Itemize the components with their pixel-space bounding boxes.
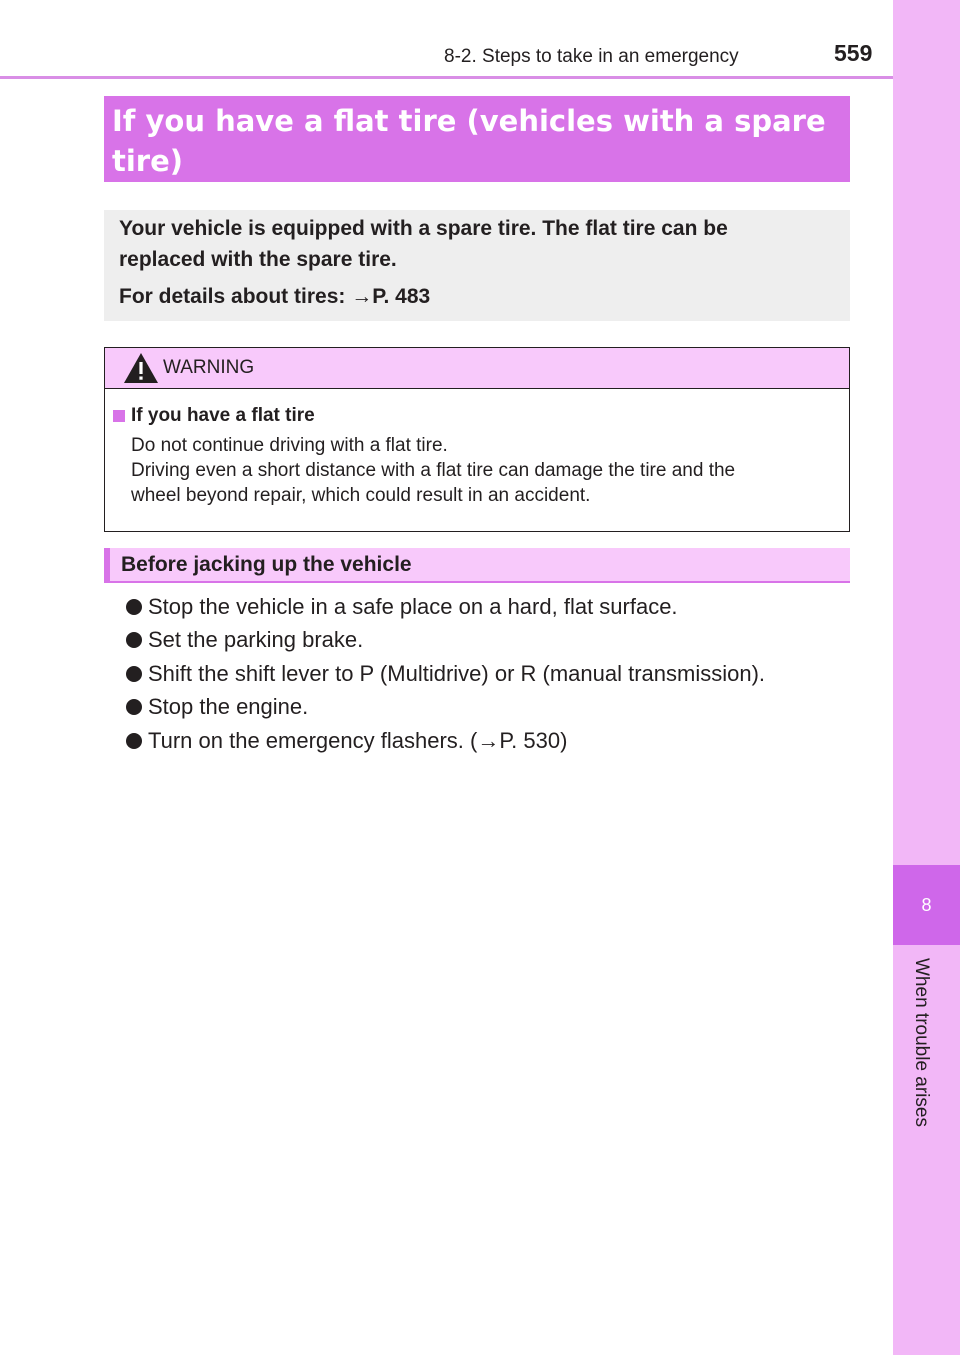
square-bullet-icon xyxy=(113,410,125,422)
chapter-label: When trouble arises xyxy=(911,958,932,1127)
bullet-icon xyxy=(126,666,142,682)
warning-line-3: wheel beyond repair, which could result in an accident. xyxy=(131,485,591,506)
list-item-text: Turn on the emergency flashers. (→P. 530) xyxy=(148,727,568,753)
before-jacking-heading-text: Before jacking up the vehicle xyxy=(121,552,412,576)
list-item xyxy=(126,624,850,658)
intro-line-2: replaced with the spare tire. xyxy=(119,248,397,271)
warning-icon xyxy=(123,352,159,384)
bullet-icon xyxy=(126,733,142,749)
warning-box xyxy=(104,347,850,532)
warning-line-1: Do not continue driving with a flat tire. xyxy=(131,435,448,456)
list-item-text: Stop the vehicle in a safe place on a hard, flat surface. xyxy=(148,593,678,619)
chapter-number-tab[interactable]: 8 xyxy=(893,865,960,945)
intro-line-1: Your vehicle is equipped with a spare tire. The flat tire can be xyxy=(119,217,728,240)
bullet-icon xyxy=(126,599,142,615)
list-item-text: Set the parking brake. xyxy=(148,627,364,653)
page-title xyxy=(104,96,850,182)
list-item-text: Stop the engine. xyxy=(148,694,309,720)
warning-body xyxy=(105,389,849,508)
bullet-icon xyxy=(126,632,142,648)
bullet-icon xyxy=(126,699,142,715)
intro-box xyxy=(104,210,850,321)
page-title-line-2: tire) xyxy=(112,144,184,178)
header-rule xyxy=(0,76,893,79)
list-item xyxy=(126,724,850,758)
page-title-line-1: If you have a flat tire (vehicles with a spare xyxy=(112,104,826,138)
section-path: 8-2. Steps to take in an emergency xyxy=(444,46,739,67)
warning-label: WARNING xyxy=(163,357,255,378)
list-item xyxy=(126,657,850,691)
warning-subheading xyxy=(113,405,835,427)
warning-header xyxy=(105,348,849,389)
before-jacking-list xyxy=(126,590,850,758)
warning-line-2: Driving even a short distance with a flat tire can damage the tire and the xyxy=(131,460,736,481)
warning-subheading-text: If you have a flat tire xyxy=(131,405,315,426)
list-item xyxy=(126,691,850,725)
list-item xyxy=(126,590,850,624)
details-reference: For details about tires: →P. 483 xyxy=(119,285,431,308)
before-jacking-heading xyxy=(104,548,850,583)
list-item-text: Shift the shift lever to P (Multidrive) or R (manual transmission). xyxy=(148,660,766,686)
warning-text xyxy=(113,433,835,508)
page-number: 559 xyxy=(834,40,873,66)
